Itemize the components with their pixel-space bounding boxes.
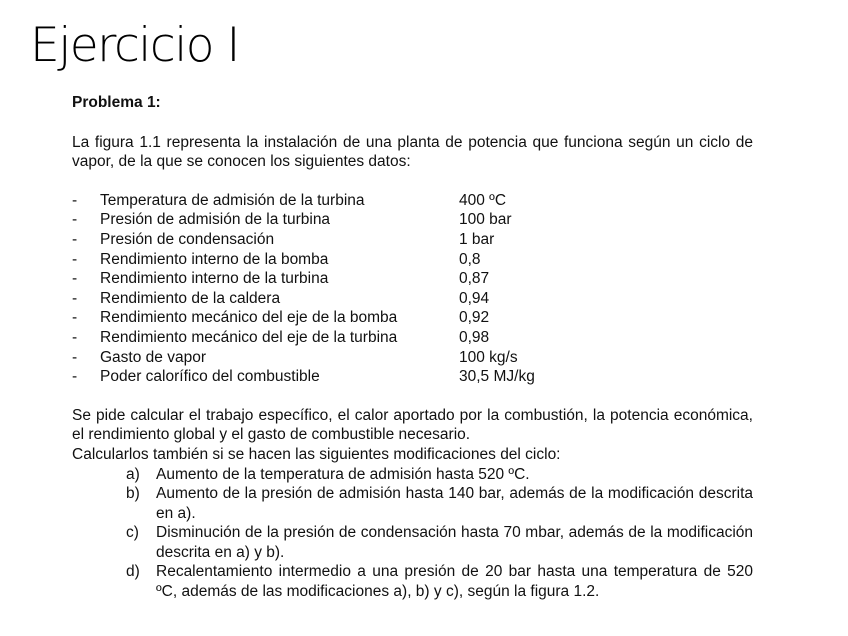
data-label: Presión de condensación (100, 230, 275, 248)
data-row (72, 191, 753, 211)
data-label: Rendimiento interno de la bomba (100, 250, 329, 268)
data-label: Rendimiento mecánico del eje de la turbina (100, 328, 398, 346)
data-row (72, 328, 753, 348)
list-dash: - (72, 289, 78, 307)
list-dash: - (72, 270, 78, 288)
data-row (72, 348, 753, 368)
list-dash: - (72, 211, 78, 229)
modification-item (72, 562, 753, 601)
modification-item (72, 523, 753, 562)
data-label: Rendimiento de la caldera (100, 289, 281, 307)
data-value: 0,87 (459, 270, 490, 288)
list-dash: - (72, 309, 78, 327)
slide-title: Ejercicio I (30, 18, 239, 73)
data-row (72, 269, 753, 289)
data-label: Rendimiento interno de la turbina (100, 270, 329, 288)
problem-heading: Problema 1: (72, 94, 161, 111)
list-dash: - (72, 191, 78, 209)
modification-item (72, 484, 753, 523)
modification-text: Disminución de la presión de condensación hasta 70 mbar, además de la modificación descrita en a) y b). (156, 524, 753, 561)
data-value: 400 ºC (459, 191, 507, 209)
data-row (72, 289, 753, 309)
modification-letter: a) (126, 465, 140, 483)
data-list (72, 191, 753, 387)
modification-text: Aumento de la presión de admisión hasta 140 bar, además de la modificación descrita en a). (156, 485, 753, 522)
data-label: Rendimiento mecánico del eje de la bomba (100, 309, 398, 327)
problem-request: Se pide calcular el trabajo específico, el calor aportado por la combustión, la potencia económica, el rendimiento global y el gasto de combustible necesario. (72, 406, 753, 444)
modifications-list (72, 465, 753, 602)
modification-letter: c) (126, 524, 139, 542)
data-label: Poder calorífico del combustible (100, 368, 320, 386)
problem-intro: La figura 1.1 representa la instalación de una planta de potencia que funciona según un ciclo de vapor, de la que se conocen los siguientes datos: (72, 133, 753, 171)
data-label: Gasto de vapor (100, 348, 206, 366)
modification-letter: b) (126, 485, 140, 503)
data-value: 0,8 (459, 250, 481, 268)
modification-text: Aumento de la temperatura de admisión hasta 520 ºC. (156, 465, 530, 483)
data-value: 0,92 (459, 309, 490, 327)
list-dash: - (72, 328, 78, 346)
data-value: 100 kg/s (459, 348, 518, 366)
data-row (72, 210, 753, 230)
data-row (72, 308, 753, 328)
data-row (72, 367, 753, 387)
list-dash: - (72, 348, 78, 366)
data-value: 0,98 (459, 328, 490, 346)
list-dash: - (72, 230, 78, 248)
data-value: 30,5 MJ/kg (459, 368, 535, 386)
modification-text: Recalentamiento intermedio a una presión de 20 bar hasta una temperatura de 520 ºC, además de las modificaciones a), b) y c), según la figura 1.2. (156, 563, 753, 601)
modifications-intro: Calcularlos también si se hacen las siguientes modificaciones del ciclo: (72, 445, 561, 463)
data-label: Presión de admisión de la turbina (100, 211, 331, 229)
data-row (72, 250, 753, 270)
list-dash: - (72, 368, 78, 386)
list-dash: - (72, 250, 78, 268)
data-value: 1 bar (459, 230, 495, 248)
modification-item (72, 465, 753, 485)
data-row (72, 230, 753, 250)
problem-document (72, 93, 753, 602)
data-label: Temperatura de admisión de la turbina (100, 191, 365, 209)
modification-letter: d) (126, 563, 140, 581)
data-value: 100 bar (459, 211, 512, 229)
data-value: 0,94 (459, 289, 490, 307)
